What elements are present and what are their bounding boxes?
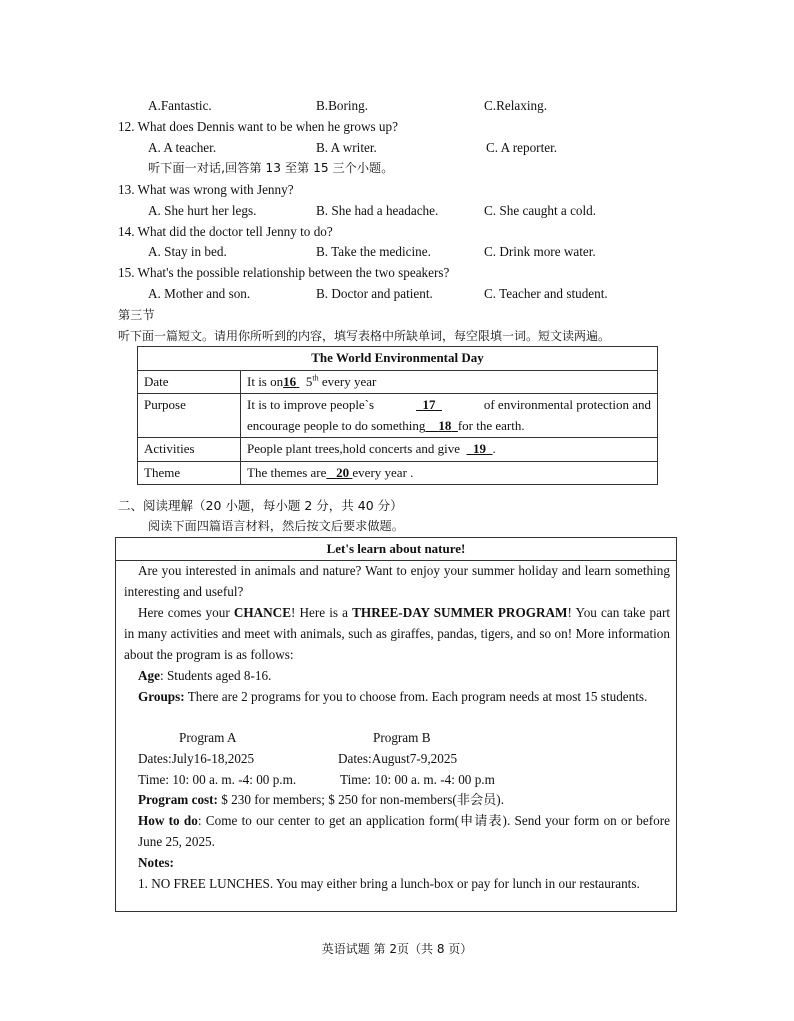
- blank-16-number: 16: [283, 373, 297, 389]
- date-day: 5: [305, 373, 313, 389]
- date-post: every year: [318, 373, 377, 389]
- q11-option-a: A.Fantastic.: [148, 98, 212, 113]
- theme-label: Theme: [138, 461, 241, 485]
- program-b-label: Program B: [373, 730, 431, 745]
- theme-text: The themes are: [247, 464, 327, 480]
- q15-stem: 15. What's the possible relationship between the two speakers?: [118, 265, 450, 280]
- table-row: [138, 461, 658, 485]
- table-row: [138, 438, 658, 462]
- q13-option-a: A. She hurt her legs.: [148, 203, 257, 218]
- notes-label: [138, 853, 670, 874]
- cost-text: $ 230 for members; $ 250 for non-members(非会员).: [217, 792, 504, 807]
- q14-stem: 14. What did the doctor tell Jenny to do?: [118, 224, 333, 239]
- q11-option-c: C.Relaxing.: [484, 98, 548, 113]
- table-row: [138, 394, 658, 438]
- dates-a: Dates:July16-18,2025: [138, 751, 255, 766]
- purpose-text-4: for the earth.: [457, 417, 525, 433]
- blank-20-number: 20: [336, 464, 350, 480]
- q11-option-b: B.Boring.: [316, 98, 369, 113]
- dates-b: Dates:August7-9,2025: [338, 751, 458, 766]
- q13-option-c: C. She caught a cold.: [484, 203, 597, 218]
- p2-mid: ! Here is a: [291, 605, 353, 620]
- purpose-text-2: of environmental protection and: [483, 397, 651, 412]
- time-b: Time: 10: 00 a. m. -4: 00 p.m: [340, 772, 495, 787]
- purpose-label: Purpose: [138, 394, 241, 438]
- groups-text: There are 2 programs for you to choose from. Each program needs at most 15 students.: [184, 689, 648, 704]
- age-label: Age: [138, 668, 160, 683]
- table-row: [138, 347, 658, 371]
- q13-option-b: B. She had a headache.: [316, 203, 439, 218]
- section3-instruction: 听下面一篇短文。请用你所听到的内容，填写表格中所缺单词，每空限填一词。短文读两遍。: [118, 329, 611, 343]
- activities-cell: [241, 438, 658, 462]
- q12-stem: 12. What does Dennis want to be when he grows up?: [118, 119, 398, 134]
- activities-post: .: [492, 441, 496, 456]
- program-a-label: Program A: [179, 730, 237, 745]
- date-cell: [241, 370, 658, 394]
- part2-heading: 二、阅读理解（20 小题，每小题 2 分，共 40 分）: [118, 498, 403, 513]
- howto-label: How to do: [138, 813, 198, 828]
- activities-label: Activities: [138, 438, 241, 462]
- q15-option-c: C. Teacher and student.: [484, 286, 608, 301]
- age-line: [138, 666, 670, 687]
- section3-heading: 第三节: [118, 308, 155, 322]
- q13-stem: 13. What was wrong with Jenny?: [118, 182, 294, 197]
- howto-text: : Come to our center to get an application form(申请表). Send your form on or before June 25, 2025.: [138, 813, 670, 849]
- blank-16: [283, 374, 299, 389]
- time-a: Time: 10: 00 a. m. -4: 00 p.m.: [138, 772, 297, 787]
- table-title: The World Environmental Day: [138, 347, 658, 371]
- date-text: It is on: [247, 373, 284, 389]
- passage-title: Let's learn about nature!: [116, 538, 676, 561]
- part2-instruction: 阅读下面四篇语言材料，然后按文后要求做题。: [148, 519, 404, 533]
- q14-option-c: C. Drink more water.: [484, 244, 596, 259]
- blank-18: [425, 418, 458, 433]
- purpose-cell: [241, 394, 658, 438]
- theme-post: every year .: [352, 464, 414, 480]
- blank-17: [416, 395, 442, 416]
- cost-label: Program cost:: [138, 792, 218, 807]
- groups-line: [138, 687, 670, 708]
- environmental-day-table: [137, 346, 658, 485]
- blank-17-number: 17: [422, 397, 436, 412]
- q14-option-b: B. Take the medicine.: [316, 244, 431, 259]
- activities-text: People plant trees,hold concerts and give: [247, 441, 460, 456]
- date-label: Date: [138, 370, 241, 394]
- p2-program: THREE-DAY SUMMER PROGRAM: [352, 605, 568, 620]
- purpose-text-1: It is to improve people`s: [247, 397, 375, 412]
- q14-option-a: A. Stay in bed.: [148, 244, 227, 259]
- theme-cell: [241, 461, 658, 485]
- blank-19: [467, 441, 493, 456]
- q12-option-b: B. A writer.: [316, 140, 377, 155]
- p2-post: ! You can take part in many activities and meet with animals, such as giraffes, pandas, tigers, and so on! More information about the program is as follows:: [124, 605, 670, 662]
- cost-line: [138, 790, 670, 811]
- dialog-instruction: 听下面一对话,回答第 13 至第 15 三个小题。: [148, 161, 394, 175]
- table-row: [138, 370, 658, 394]
- q15-option-a: A. Mother and son.: [148, 286, 251, 301]
- q12-option-c: C. A reporter.: [486, 140, 558, 155]
- note-1: 1. NO FREE LUNCHES. You may either bring a lunch-box or pay for lunch in our restaurants.: [138, 876, 640, 891]
- howto-line: [138, 811, 670, 853]
- notes-label-text: Notes:: [138, 855, 174, 870]
- blank-20: [326, 465, 352, 480]
- passage-paragraph-2: [124, 603, 670, 665]
- q15-option-b: B. Doctor and patient.: [316, 286, 433, 301]
- age-text: : Students aged 8-16.: [159, 668, 272, 683]
- p2-pre: Here comes your: [138, 605, 234, 620]
- purpose-text-3: encourage people to do something: [247, 417, 426, 433]
- blank-19-number: 19: [473, 441, 486, 456]
- groups-label: Groups:: [138, 689, 185, 704]
- p2-chance: CHANCE: [233, 605, 291, 620]
- page-footer: 英语试题 第 2页（共 8 页）: [321, 942, 473, 956]
- passage-paragraph-1: Are you interested in animals and nature? Want to enjoy your summer holiday and learn something interesting and useful?: [124, 563, 670, 599]
- reading-passage-box: [115, 537, 677, 912]
- q12-option-a: A. A teacher.: [148, 140, 217, 155]
- blank-18-number: 18: [438, 417, 452, 433]
- date-suffix: th: [312, 373, 319, 383]
